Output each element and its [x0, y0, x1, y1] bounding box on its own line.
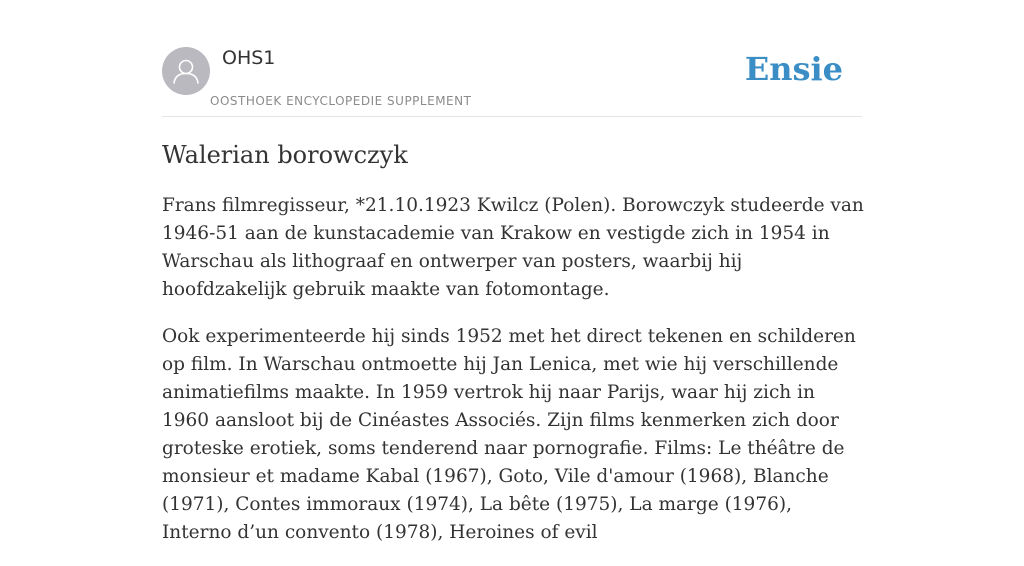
header [162, 46, 862, 117]
username[interactable]: OHS1 [222, 47, 276, 69]
article-paragraph: Ook experimenteerde hij sinds 1952 met het direct tekenen en schilderen op film. In Warschau ontmoette hij Jan Lenica, met wie hij verschillende animatiefilms maakte. In 1959 vertrok hij naar Parijs, waar hij zich in 1960 aansloot bij de Cinéastes Associés. Zijn films kenmerken zich door groteske erotiek, soms tenderend naar pornografie. Films: Le théâtre de monsieur et madame Kabal (1967), Goto, Vile d'amour (1968), Blanche (1971), Contes immoraux (1974), La bête (1975), La marge (1976), Interno d’un convento (1978), Heroines of evil [162, 326, 856, 543]
user-icon [162, 47, 210, 95]
brand-logo[interactable]: Ensie [744, 50, 843, 88]
article-paragraph: Frans filmregisseur, *21.10.1923 Kwilcz (Polen). Borowczyk studeerde van 1946-51 aan de kunstacademie van Krakow en vestigde zich in 1954 in Warschau als lithograaf en ontwerper van posters, waarbij hij hoofdzakelijk gebruik maakte van fotomontage. [162, 195, 864, 300]
article-body [162, 192, 866, 566]
avatar[interactable] [162, 47, 210, 95]
page-title: Walerian borowczyk [162, 141, 408, 169]
source-label[interactable]: OOSTHOEK ENCYCLOPEDIE SUPPLEMENT [210, 94, 472, 108]
